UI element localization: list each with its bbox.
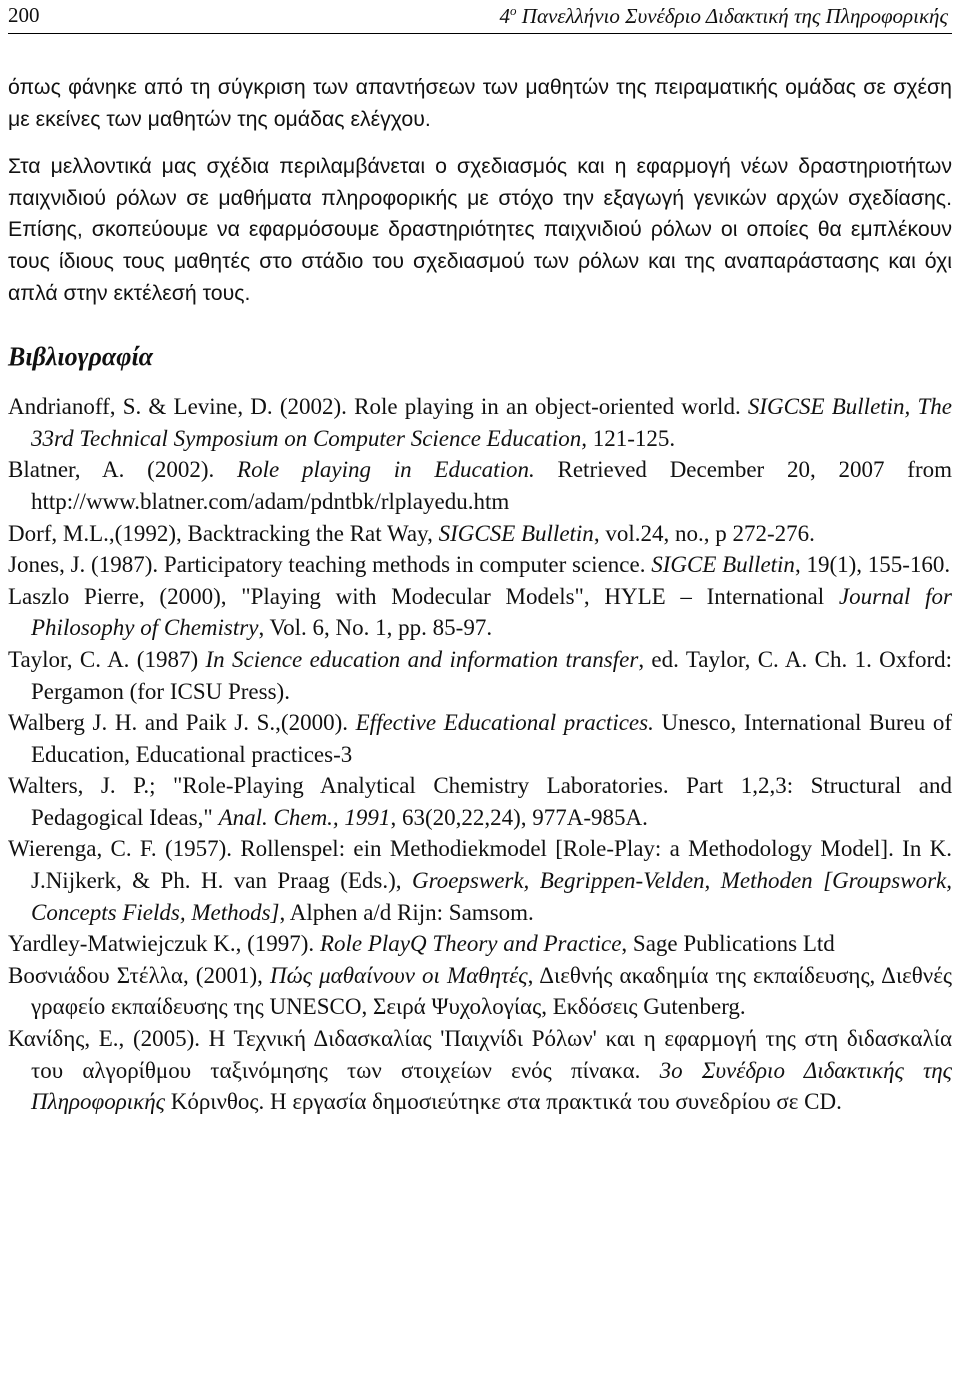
reference-italic: Πώς μαθαίνουν οι Μαθητές (269, 962, 528, 988)
reference-text: Yardley-Matwiejczuk K., (1997). (8, 931, 320, 957)
reference-item (8, 581, 952, 644)
reference-item (8, 833, 952, 928)
reference-text: Unesco, International Bureu of Education, Educational practices-3 (31, 710, 953, 767)
reference-item (8, 707, 952, 770)
reference-item (8, 1023, 952, 1118)
reference-text: , Alphen a/d Rijn: Samsom. (279, 899, 534, 925)
bibliography-heading: Βιβλιογραφία (8, 342, 154, 372)
reference-item (8, 391, 952, 454)
body-paragraph-1: όπως φάνηκε από τη σύγκριση των απαντήσεων των μαθητών της πειραματικής ομάδας σε σχέση με εκείνες των μαθητών της ομάδας ελέγχου. (8, 75, 952, 131)
reference-item (8, 454, 952, 517)
reference-text: , 63(20,22,24), 977A-985A. (390, 804, 648, 830)
reference-text: Laszlo Pierre, (2000), "Playing with Modecular Models", HYLE – International (8, 583, 839, 609)
reference-italic: SIGCSE Bulletin, The 33rd Technical Symposium on Computer Science Education, (31, 394, 952, 451)
reference-text: , vol.24, no., p 272-276. (593, 520, 815, 546)
reference-item (8, 644, 952, 707)
body-paragraph-2: Στα μελλοντικά μας σχέδια περιλαμβάνεται ο σχεδιασμός και η εφαρμογή νέων δραστηριοτήτων παιχνιδιού ρόλων σε μαθήματα πληροφορικής με στόχο την εξαγωγή γενικών αρχών σχεδίασης. Επίσης, σκοπεύουμε να εφαρμόσουμε δραστηριότητες παιχνιδιού ρόλων οι οποίες θα εμπλέκουν τους ίδιους τους μαθητές στο στάδιο του σχεδιασμού των ρόλων και της αναπαράστασης και όχι απλά στην εκτέλεσή τους. (8, 154, 952, 305)
reference-item (8, 518, 952, 550)
reference-text: Wierenga, C. F. (1957). Rollenspel: ein Methodiekmodel [Role-Play: a Methodology Model]. In K. J.Nijkerk, & Ph. H. van Praag (Eds.), (8, 836, 952, 894)
reference-italic: Effective Educational practices. (355, 710, 654, 736)
reference-text: , Διεθνής ακαδημία της εκπαίδευσης, Διεθνές γραφείο εκπαίδευσης της UNESCO, Σειρά Ψυχολογίας, Εκδόσεις Gutenberg. (31, 962, 952, 1020)
reference-text: Jones, J. (1987). Participatory teaching methods in computer science. (8, 552, 652, 578)
reference-italic: SIGCE Bulletin (651, 552, 795, 578)
reference-item (8, 770, 952, 833)
reference-list (8, 391, 952, 1118)
reference-italic: SIGCSE Bulletin (438, 520, 594, 546)
reference-text: Retrieved December 20, 2007 from http://www.blatner.com/adam/pdntbk/rlplayedu.htm (31, 457, 952, 514)
reference-italic: In Science education and information transfer (205, 646, 639, 672)
reference-text: Βοσνιάδου Στέλλα, (2001), (8, 962, 270, 988)
page-header (8, 0, 952, 34)
running-title-text: Πανελλήνιο Συνέδριο Διδακτική της Πληροφορικής (516, 4, 948, 28)
reference-text: Taylor, C. A. (1987) (8, 646, 206, 672)
reference-italic: Role PlayQ Theory and Practice (319, 931, 622, 957)
reference-text: Κόρινθος. Η εργασία δημοσιεύτηκε στα πρακτικά του συνεδρίου σε CD. (164, 1089, 842, 1115)
reference-item (8, 549, 952, 581)
reference-italic: Anal. Chem., 1991 (218, 804, 391, 830)
running-title-ordinal: ο (510, 3, 517, 18)
reference-text: , Sage Publications Ltd (621, 931, 835, 957)
page-number: 200 (8, 3, 40, 27)
reference-text: Dorf, M.L.,(1992), Backtracking the Rat Way, (8, 520, 439, 546)
reference-text: Κανίδης, Ε., (2005). Η Τεχνική Διδασκαλίας 'Παιχνίδι Ρόλων' και η εφαρμογή της στη διδασκαλία του αλγορίθμου ταξινόμησης των στοιχείων ενός πίνακα. (8, 1026, 952, 1083)
reference-italic: 3ο Συνέδριο Διδακτικής της Πληροφορικής (31, 1057, 952, 1115)
reference-italic: Role playing in Education. (237, 457, 535, 483)
reference-italic: Journal for Philosophy of Chemistry (31, 583, 952, 641)
reference-text: Andrianoff, S. & Levine, D. (2002). Role playing in an object-oriented world. (8, 394, 748, 420)
reference-italic: Groepswerk, Begrippen-Velden, Methoden [Groupswork, Concepts Fields, Methods] (31, 868, 952, 925)
reference-text: Walberg J. H. and Paik J. S.,(2000). (8, 710, 356, 736)
running-title-number: 4 (499, 4, 511, 28)
reference-text: , Vol. 6, No. 1, pp. 85-97. (258, 615, 493, 641)
reference-text: Walters, J. P.; "Role-Playing Analytical Chemistry Laboratories. Part 1,2,3: Structural and Pedagogical Ideas," (8, 773, 952, 830)
reference-text: , ed. Taylor, C. A. Ch. 1. Oxford: Pergamon (for ICSU Press). (31, 646, 952, 704)
reference-item (8, 960, 952, 1023)
reference-text: Blatner, A. (2002). (8, 457, 238, 483)
reference-text: 121-125. (586, 425, 676, 451)
running-title (500, 3, 948, 29)
reference-text: , 19(1), 155-160. (794, 552, 951, 578)
reference-item (8, 928, 952, 960)
